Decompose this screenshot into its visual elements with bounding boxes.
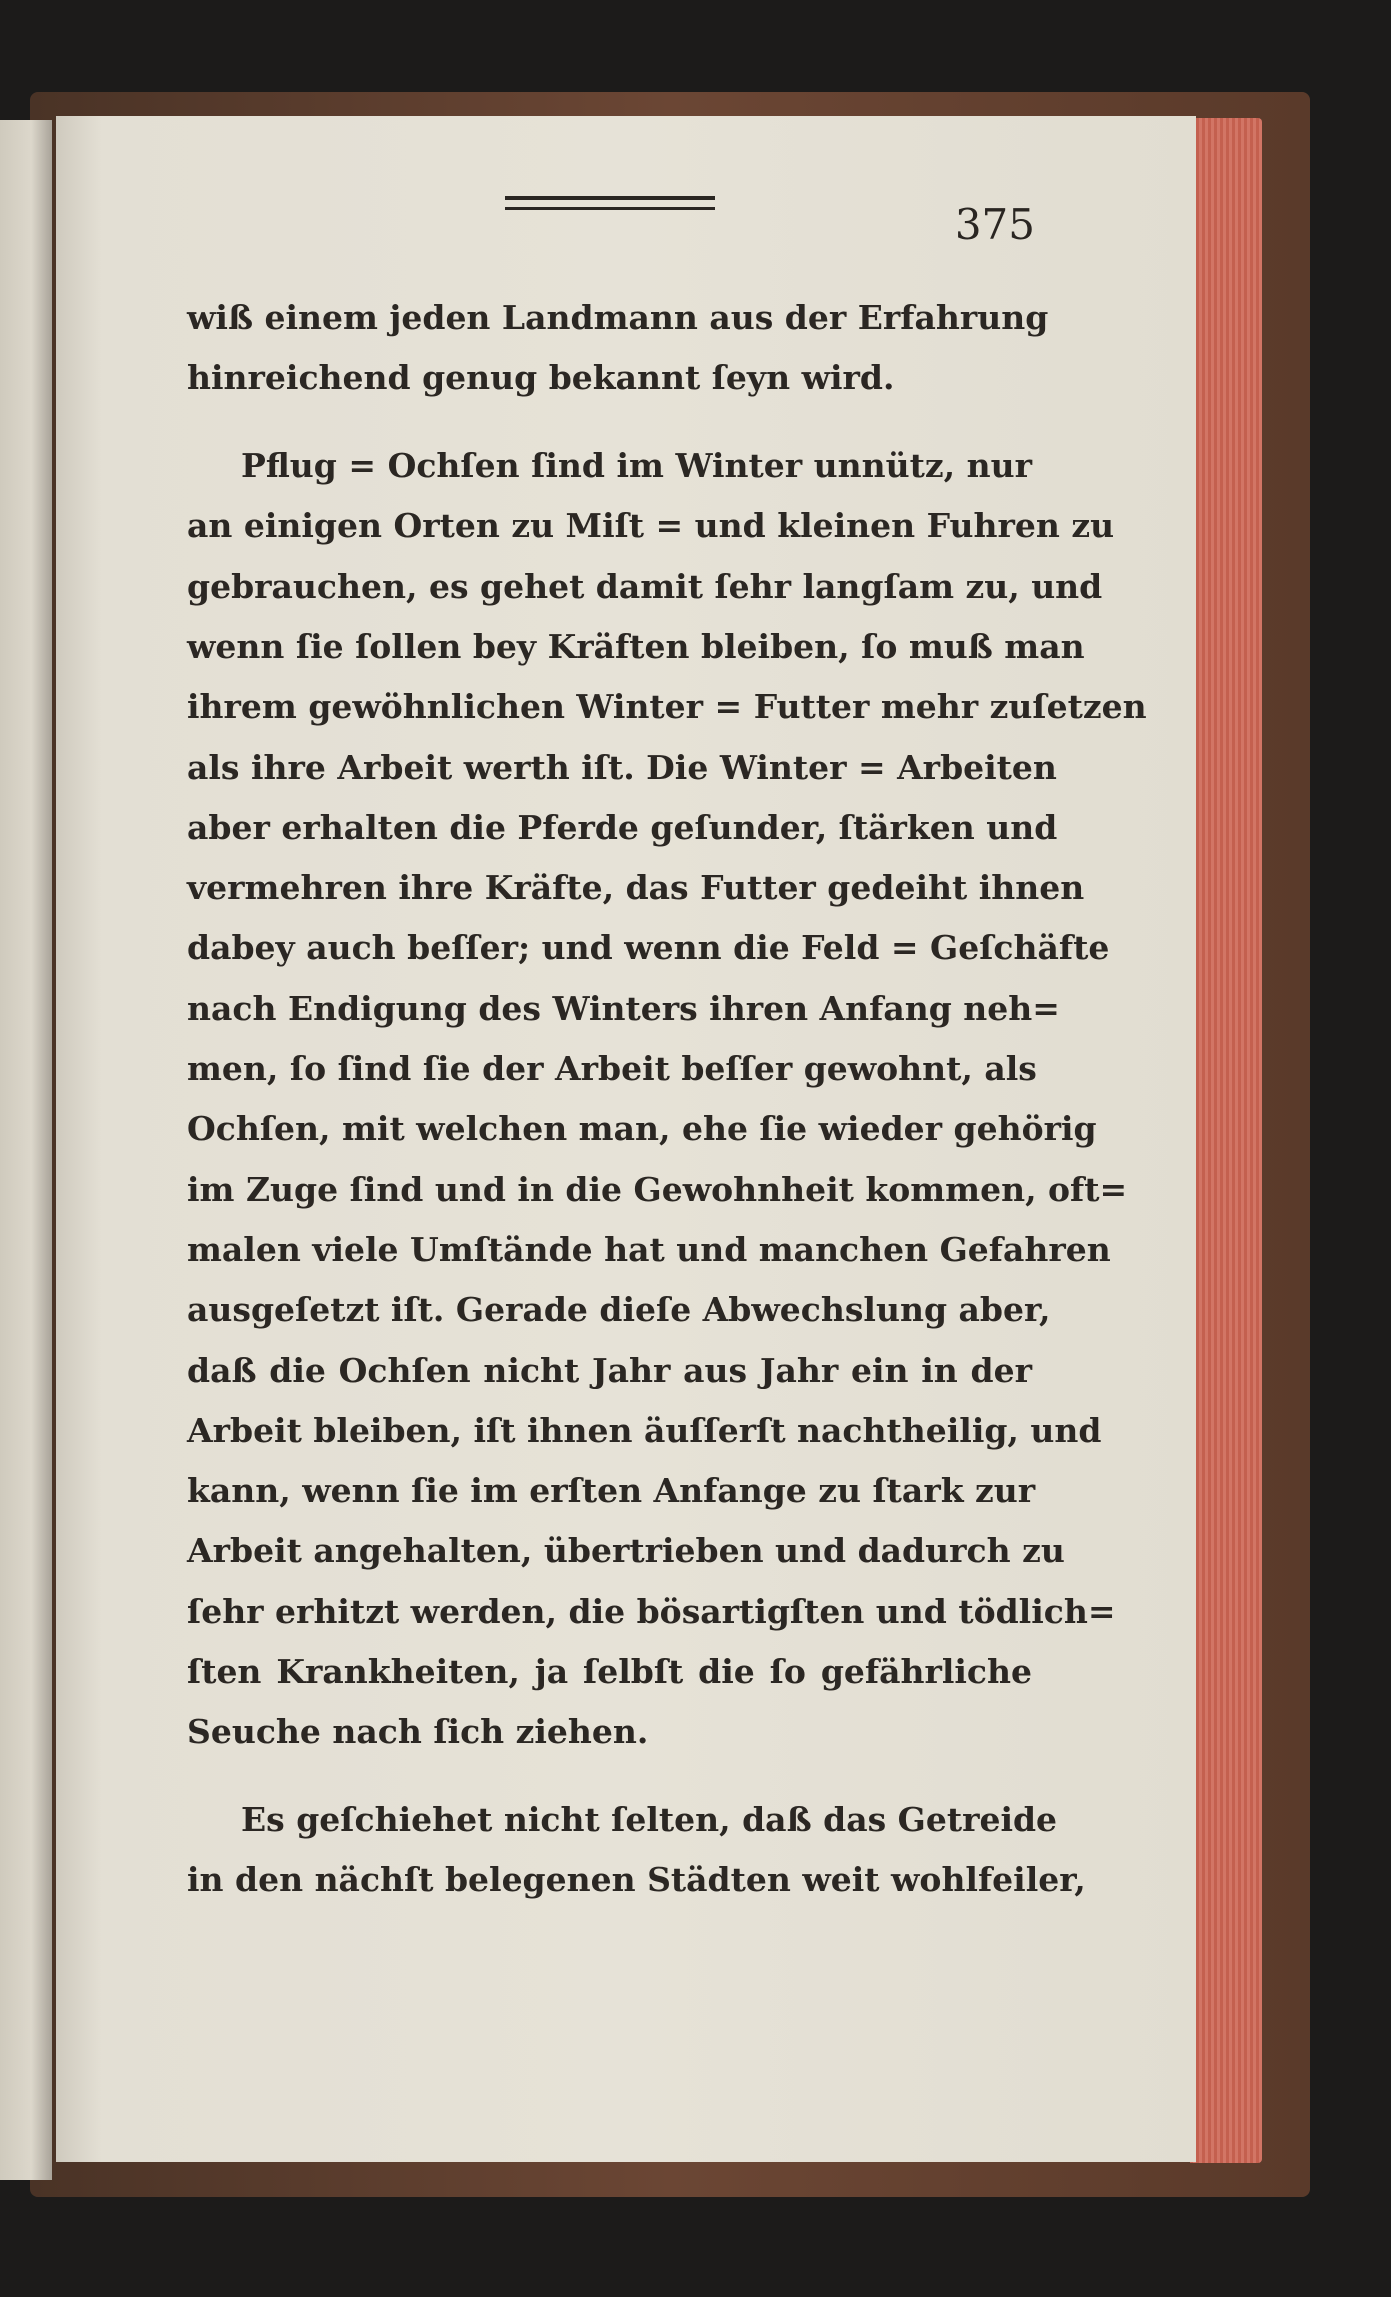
- text-line: kann, wenn ſie im erſten Anfange zu ſtark zur: [187, 1471, 1036, 1511]
- text-line: men, ſo ſind ſie der Arbeit beſſer gewohnt, als: [187, 1049, 1037, 1088]
- text-line: daß die Ochſen nicht Jahr aus Jahr ein in der: [187, 1350, 1032, 1390]
- text-line: im Zuge ſind und in die Gewohnheit kommen, oft=: [187, 1169, 1128, 1209]
- text-line: Ochſen, mit welchen man, ehe ſie wieder gehörig: [187, 1109, 1097, 1149]
- text-line: ſten Krankheiten, ja ſelbſt die ſo gefährliche: [187, 1652, 1032, 1691]
- text-line: Es geſchiehet nicht ſelten, daß das Getreide: [241, 1800, 1058, 1839]
- text-line: dabey auch beſſer; und wenn die Feld = Geſchäfte: [187, 928, 1110, 968]
- text-line: hinreichend genug bekannt ſeyn wird.: [187, 358, 895, 398]
- page-edges-red: [1190, 118, 1262, 2163]
- text-line: malen viele Umſtände hat und manchen Gefahren: [187, 1229, 1111, 1269]
- text-line: wiß einem jeden Landmann aus der Erfahrung: [187, 298, 1049, 337]
- text-line: ihrem gewöhnlichen Winter = Futter mehr zuſetzen: [187, 687, 1147, 727]
- text-line: vermehren ihre Kräfte, das Futter gedeiht ihnen: [187, 868, 1085, 908]
- text-line: ausgeſetzt iſt. Gerade dieſe Abwechslung aber,: [187, 1290, 1051, 1330]
- text-line: Seuche nach ſich ziehen.: [187, 1712, 649, 1752]
- page-number: 375: [954, 200, 1035, 249]
- facing-page-edge: [0, 120, 52, 2180]
- text-line: wenn ſie ſollen bey Kräften bleiben, ſo muß man: [187, 626, 1085, 666]
- text-line: an einigen Orten zu Miſt = und kleinen Fuhren zu: [187, 506, 1115, 546]
- text-line: nach Endigung des Winters ihren Anfang neh=: [187, 988, 1060, 1028]
- text-line: Arbeit angehalten, übertrieben und dadurch zu: [187, 1531, 1065, 1571]
- header-rule: [505, 196, 715, 210]
- text-line: als ihre Arbeit werth iſt. Die Winter = Arbeiten: [187, 747, 1057, 787]
- text-line: Pflug = Ochſen ſind im Winter unnütz, nur: [241, 446, 1032, 485]
- text-line: in den nächſt belegenen Städten weit wohlfeiler,: [187, 1860, 1086, 1900]
- text-line: ſehr erhitzt werden, die bösartigſten und tödlich=: [187, 1591, 1116, 1631]
- text-line: Arbeit bleiben, iſt ihnen äuſſerſt nachtheilig, und: [187, 1410, 1102, 1450]
- text-line: aber erhalten die Pferde geſunder, ſtärken und: [187, 807, 1058, 847]
- text-line: gebrauchen, es gehet damit ſehr langſam zu, und: [187, 566, 1103, 606]
